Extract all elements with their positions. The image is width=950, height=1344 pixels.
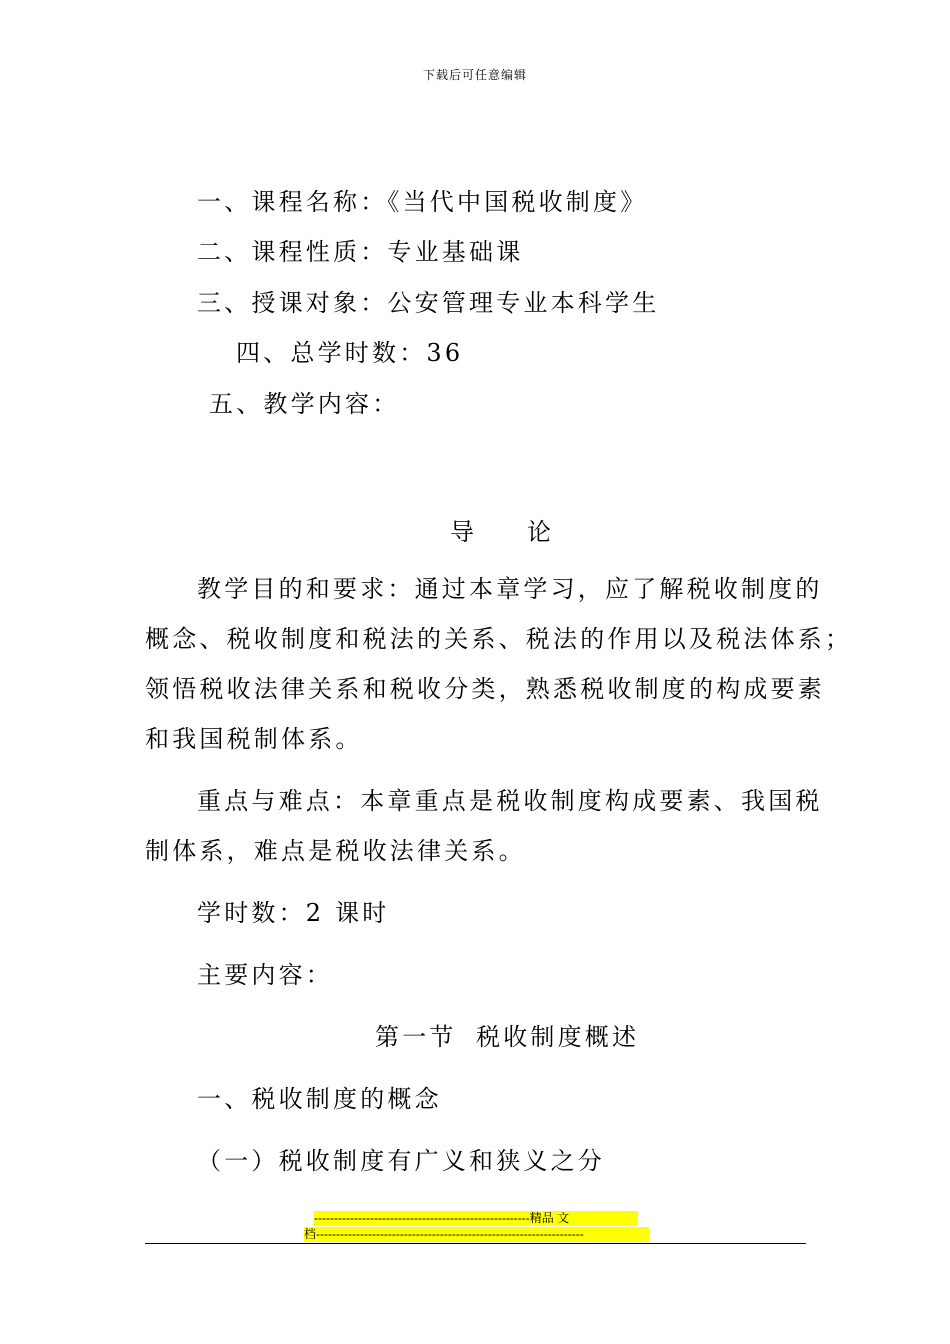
section-title-number: 第一节	[375, 1023, 457, 1051]
section-subitem-1: （一）税收制度有广义和狭义之分	[197, 1147, 605, 1175]
course-audience-line: 三、授课对象：公安管理专业本科学生	[197, 289, 660, 317]
footer-watermark-line-2: 档-------------------------------------------------------------------	[304, 1227, 649, 1242]
header-note: 下载后可任意编辑	[422, 68, 527, 82]
main-content-label: 主要内容：	[197, 961, 333, 989]
section-item-1: 一、税收制度的概念	[197, 1085, 442, 1113]
chapter-title-left: 导	[450, 518, 476, 546]
course-content-line: 五、教学内容：	[209, 390, 400, 418]
course-nature-line: 二、课程性质：专业基础课	[197, 238, 524, 266]
course-name-line: 一、课程名称：《当代中国税收制度》	[197, 188, 648, 216]
footer-divider	[145, 1243, 806, 1244]
objectives-line-3: 领悟税收法律关系和税收分类，熟悉税收制度的构成要素	[145, 675, 825, 703]
chapter-title-right: 论	[527, 518, 553, 546]
focus-line-1: 重点与难点：本章重点是税收制度构成要素、我国税	[197, 787, 823, 815]
objectives-line-2: 概念、税收制度和税法的关系、税法的作用以及税法体系；	[145, 625, 853, 653]
hours-line: 学时数：2 课时	[197, 899, 390, 927]
footer-watermark-line-1: ------------------------------------------------------精品 文	[314, 1211, 638, 1226]
course-hours-line: 四、总学时数：36	[236, 339, 464, 367]
objectives-line-4: 和我国税制体系。	[145, 725, 363, 753]
objectives-line-1: 教学目的和要求：通过本章学习，应了解税收制度的	[197, 575, 823, 603]
focus-line-2: 制体系，难点是税收法律关系。	[145, 837, 526, 865]
section-title-text: 税收制度概述	[476, 1023, 640, 1051]
